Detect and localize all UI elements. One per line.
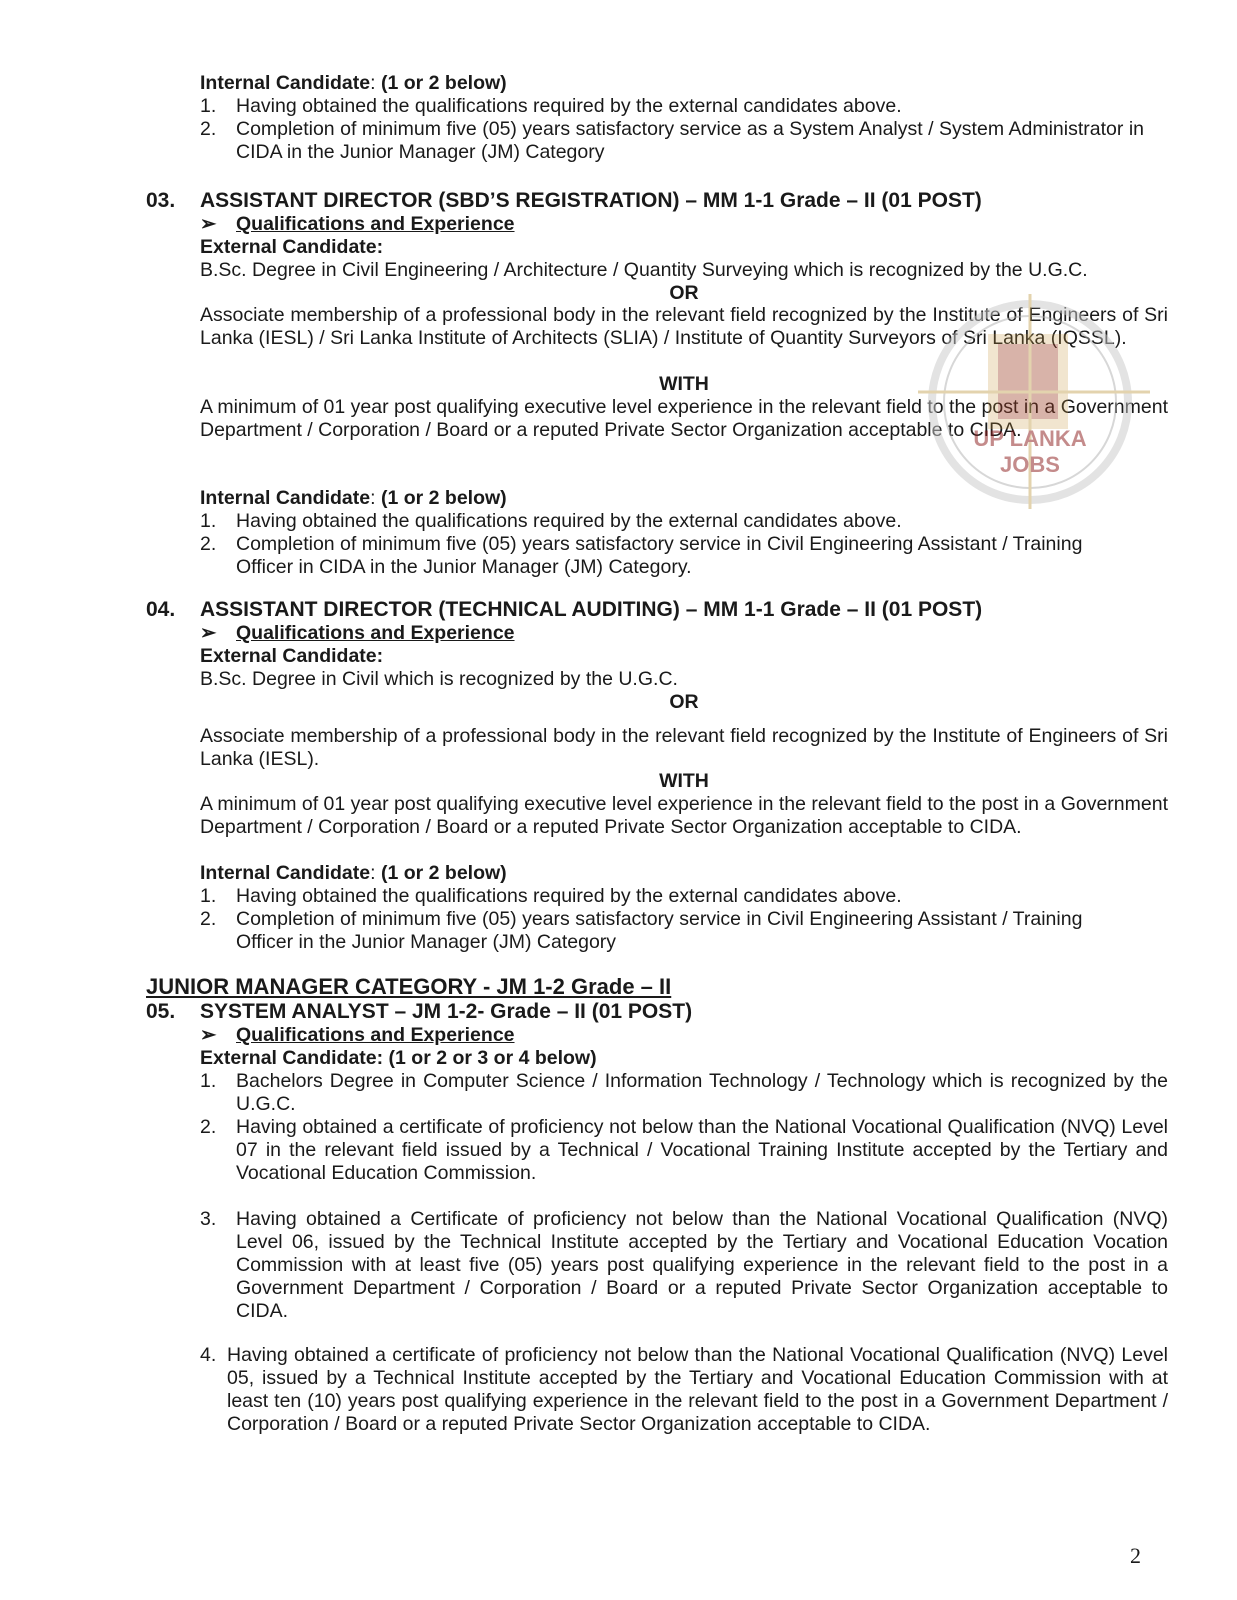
item-text: Having obtained a certificate of proficiency not below than the National Vocational Qualification (NVQ) Level 07 in the relevant field issued by a Technical / Vocational Training Institute accepted by the Tertiary and Vocational Education Commission. xyxy=(236,1116,1168,1184)
section-title: ASSISTANT DIRECTOR (SBD’S REGISTRATION) – MM 1-1 Grade – II (01 POST) xyxy=(200,189,982,212)
list-item xyxy=(200,533,1168,579)
item-number: 2. xyxy=(200,533,217,555)
section-04-title xyxy=(146,598,982,622)
watermark-line2: JOBS xyxy=(1000,452,1060,477)
list-item xyxy=(200,1208,1168,1323)
with-separator: WITH xyxy=(659,373,709,395)
internal-heading-note: (1 or 2 below) xyxy=(380,487,507,509)
qualifications-heading xyxy=(200,622,515,645)
section-title: ASSISTANT DIRECTOR (TECHNICAL AUDITING) – MM 1-1 Grade – II (01 POST) xyxy=(200,598,983,621)
list-item xyxy=(200,118,1168,164)
internal-heading-note: (1 or 2 below) xyxy=(380,72,507,94)
item-text: Completion of minimum five (05) years satisfactory service in Civil Engineering Assistant / Training Officer in CIDA in the Junior Manager (JM) Category. xyxy=(236,533,1083,578)
item-number: 3. xyxy=(200,1208,217,1230)
arrow-bullet-icon: ➢ xyxy=(200,213,217,235)
internal-heading-label: Internal Candidate xyxy=(200,487,371,509)
category-title: JUNIOR MANAGER CATEGORY - JM 1-2 Grade – II xyxy=(146,974,672,999)
item-text: Having obtained the qualifications required by the external candidates above. xyxy=(236,510,902,532)
item-number: 1. xyxy=(200,95,217,117)
item-text: Bachelors Degree in Computer Science / Information Technology / Technology which is recognized by the U.G.C. xyxy=(236,1070,1168,1115)
list-item xyxy=(200,908,1168,954)
experience-requirement: A minimum of 01 year post qualifying executive level experience in the relevant field to the post in a Government Department / Corporation / Board or a reputed Private Sector Organization acceptable to CIDA. xyxy=(200,793,1168,838)
external-candidate-heading: External Candidate: xyxy=(200,645,384,667)
degree-requirement: B.Sc. Degree in Civil which is recognized by the U.G.C. xyxy=(200,668,678,690)
internal-heading-note: (1 or 2 below) xyxy=(380,862,507,884)
list-item xyxy=(200,1344,1168,1436)
internal-heading-label: Internal Candidate xyxy=(200,862,371,884)
degree-requirement: B.Sc. Degree in Civil Engineering / Architecture / Quantity Surveying which is recognized by the U.G.C. xyxy=(200,259,1088,281)
list-item xyxy=(200,95,1168,118)
list-item xyxy=(200,885,1168,908)
qualifications-label: Qualifications and Experience xyxy=(236,622,515,644)
item-number: 4. xyxy=(200,1344,217,1366)
external-candidate-heading: External Candidate: xyxy=(200,236,384,258)
section-number: 05. xyxy=(146,1000,176,1023)
page-number: 2 xyxy=(1130,1543,1141,1568)
item-number: 1. xyxy=(200,510,217,532)
internal-heading-label: Internal Candidate xyxy=(200,72,371,94)
or-separator: OR xyxy=(669,691,699,713)
membership-requirement: Associate membership of a professional body in the relevant field recognized by the Institute of Engineers of Sri Lanka (IESL) / Sri Lanka Institute of Architects (SLIA) / Institute of Quantity Surveyors of Sri Lanka (IQSSL). xyxy=(200,304,1168,349)
item-number: 1. xyxy=(200,885,217,907)
list-item xyxy=(200,1070,1168,1116)
external-candidate-heading: External Candidate: (1 or 2 or 3 or 4 below) xyxy=(200,1047,597,1069)
item-number: 2. xyxy=(200,118,217,140)
item-number: 2. xyxy=(200,1116,217,1138)
list-item xyxy=(200,510,1168,533)
section-number: 03. xyxy=(146,189,176,212)
item-number: 2. xyxy=(200,908,217,930)
qualifications-label: Qualifications and Experience xyxy=(236,213,515,235)
item-text: Completion of minimum five (05) years satisfactory service as a System Analyst / System Administrator in CIDA in the Junior Manager (JM) Category xyxy=(236,118,1144,163)
item-text: Having obtained the qualifications required by the external candidates above. xyxy=(236,95,902,117)
section-03-title xyxy=(146,189,982,213)
list-item xyxy=(200,1116,1168,1185)
item-text: Having obtained a certificate of proficiency not below than the National Vocational Qualification (NVQ) Level 05, issued by a Technical Institute accepted by the Tertiary and Vocational Education Commission with at least ten (10) years post qualifying experience in the relevant field to the post in a Government Department / Corporation / Board or a reputed Private Sector Organization acceptable to CIDA. xyxy=(227,1344,1168,1435)
section-number: 04. xyxy=(146,598,176,621)
arrow-bullet-icon: ➢ xyxy=(200,1024,217,1046)
item-number: 1. xyxy=(200,1070,217,1092)
item-text: Having obtained the qualifications required by the external candidates above. xyxy=(236,885,902,907)
item-text: Having obtained a Certificate of proficiency not below than the National Vocational Qualification (NVQ) Level 06, issued by the Technical Institute accepted by the Tertiary and Vocational Education Vocation Commission with at least five (05) years post qualifying experience in the relevant field to the post in a Government Department / Corporation / Board or a reputed Private Sector Organization acceptable to CIDA. xyxy=(236,1208,1168,1322)
or-separator: OR xyxy=(669,282,699,304)
with-separator: WITH xyxy=(659,770,709,792)
section-05-title xyxy=(146,1000,692,1024)
experience-requirement: A minimum of 01 year post qualifying executive level experience in the relevant field to the post in a Government Department / Corporation / Board or a reputed Private Sector Organization acceptable to CIDA. xyxy=(200,396,1168,441)
item-text: Completion of minimum five (05) years satisfactory service in Civil Engineering Assistant / Training Officer in the Junior Manager (JM) Category xyxy=(236,908,1083,953)
qualifications-heading xyxy=(200,213,515,236)
internal-candidate-heading: Internal Candidate: (1 or 2 below) xyxy=(200,862,507,884)
qualifications-heading xyxy=(200,1024,515,1047)
internal-candidate-heading: Internal Candidate: (1 or 2 below) xyxy=(200,72,507,94)
qualifications-label: Qualifications and Experience xyxy=(236,1024,515,1046)
internal-candidate-heading: Internal Candidate: (1 or 2 below) xyxy=(200,487,507,509)
section-title: SYSTEM ANALYST – JM 1-2- Grade – II (01 POST) xyxy=(200,1000,693,1023)
watermark-line1: UP LANKA xyxy=(973,426,1087,451)
arrow-bullet-icon: ➢ xyxy=(200,622,217,644)
membership-requirement: Associate membership of a professional body in the relevant field recognized by the Institute of Engineers of Sri Lanka (IESL). xyxy=(200,725,1168,770)
